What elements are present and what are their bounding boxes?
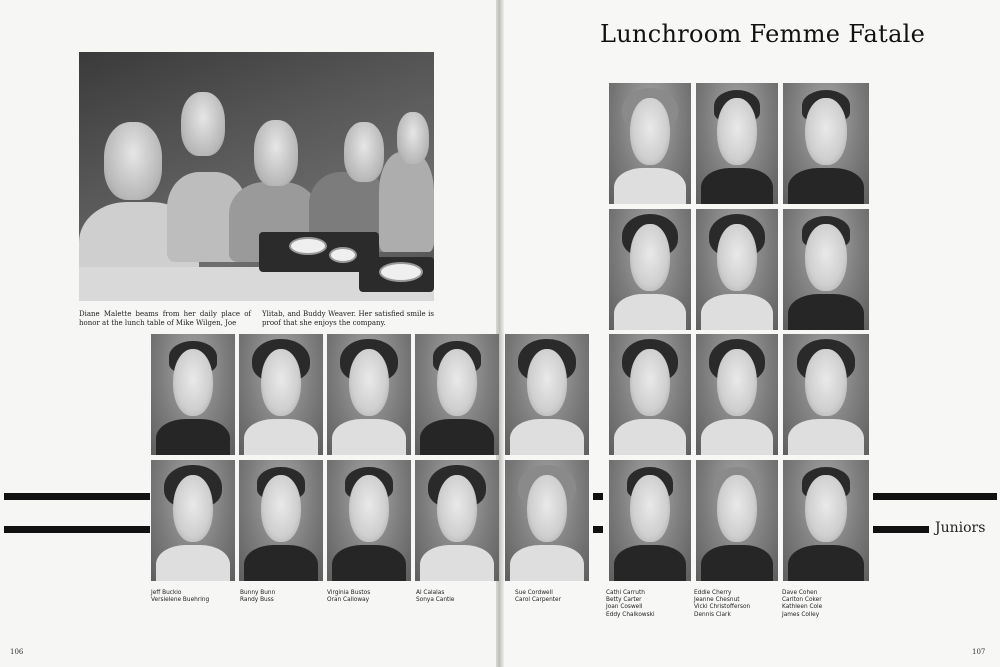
plate xyxy=(289,237,327,255)
student-name: Jeanne Chesnut xyxy=(694,597,740,604)
student-name: Versielene Buehring xyxy=(151,597,210,604)
student-name: Betty Carter xyxy=(606,597,642,604)
student-portrait xyxy=(783,460,869,581)
plate xyxy=(379,262,423,282)
decorative-bar xyxy=(4,526,150,533)
student-portrait xyxy=(151,460,235,581)
decorative-bar xyxy=(593,526,603,533)
lunchroom-candid-photo xyxy=(79,52,434,301)
student-portrait xyxy=(415,460,499,581)
student-portrait xyxy=(239,460,323,581)
student-name: Dennis Clark xyxy=(694,611,731,618)
student-name: Oran Calloway xyxy=(327,597,370,604)
student-portrait xyxy=(327,460,411,581)
photo-caption-right: Ylitab, and Buddy Weaver. Her satisfied smile is proof that she enjoys the company. xyxy=(262,310,434,327)
photo-figure xyxy=(344,122,384,182)
student-portrait xyxy=(327,334,411,455)
student-portrait xyxy=(783,334,869,455)
student-name: Sue Cordwell xyxy=(515,590,553,596)
name-list xyxy=(416,590,454,604)
student-name: Jeff Buckio xyxy=(151,590,182,596)
student-portrait xyxy=(783,83,869,204)
student-name: Dave Cohen xyxy=(782,590,818,596)
decorative-bar xyxy=(873,526,929,533)
student-portrait xyxy=(783,209,869,330)
student-portrait xyxy=(696,209,778,330)
page-number-right: 107 xyxy=(972,648,986,656)
page-title: Lunchroom Femme Fatale xyxy=(600,20,926,48)
decorative-bar xyxy=(593,493,603,500)
photo-figure xyxy=(379,152,434,252)
student-portrait xyxy=(609,460,691,581)
page-number-left: 106 xyxy=(10,648,24,656)
name-list xyxy=(782,590,822,619)
name-list xyxy=(240,590,275,604)
photo-figure xyxy=(104,122,162,200)
student-name: Randy Buss xyxy=(240,597,274,604)
student-name: Cathi Carruth xyxy=(606,590,645,596)
student-name: Eddie Cherry xyxy=(694,590,732,596)
photo-figure xyxy=(254,120,298,186)
student-name: Eddy Chalkowski xyxy=(606,611,655,618)
name-list xyxy=(327,590,370,604)
name-list xyxy=(694,590,750,619)
student-portrait xyxy=(609,83,691,204)
section-label: Juniors xyxy=(935,520,986,536)
name-list xyxy=(515,590,561,604)
student-portrait xyxy=(505,460,589,581)
student-name: Virginia Bustos xyxy=(327,590,371,596)
photo-figure xyxy=(181,92,225,156)
student-portrait xyxy=(239,334,323,455)
student-name: Al Calalas xyxy=(416,590,445,596)
decorative-bar xyxy=(4,493,150,500)
name-list xyxy=(606,590,655,619)
photo-caption-left: Diane Malette beams from her daily place of honor at the lunch table of Mike Wilgen, Joe xyxy=(79,310,251,327)
decorative-bar xyxy=(873,493,997,500)
student-name: Joan Coswell xyxy=(606,604,643,611)
student-portrait xyxy=(609,334,691,455)
plate xyxy=(329,247,357,263)
student-portrait xyxy=(609,209,691,330)
student-name: Vicki Christofferson xyxy=(694,604,751,611)
student-portrait xyxy=(505,334,589,455)
name-list xyxy=(151,590,209,604)
student-name: Bunny Bunn xyxy=(240,590,276,596)
student-portrait xyxy=(151,334,235,455)
photo-figure xyxy=(397,112,429,164)
student-name: Kathleen Cole xyxy=(782,604,823,611)
student-portrait xyxy=(696,334,778,455)
student-portrait xyxy=(696,83,778,204)
student-name: Carlton Coker xyxy=(782,597,822,604)
student-name: Sonya Cantle xyxy=(416,597,455,604)
student-name: James Colley xyxy=(782,611,820,618)
student-portrait xyxy=(415,334,499,455)
student-portrait xyxy=(696,460,778,581)
student-name: Carol Carpenter xyxy=(515,597,561,604)
